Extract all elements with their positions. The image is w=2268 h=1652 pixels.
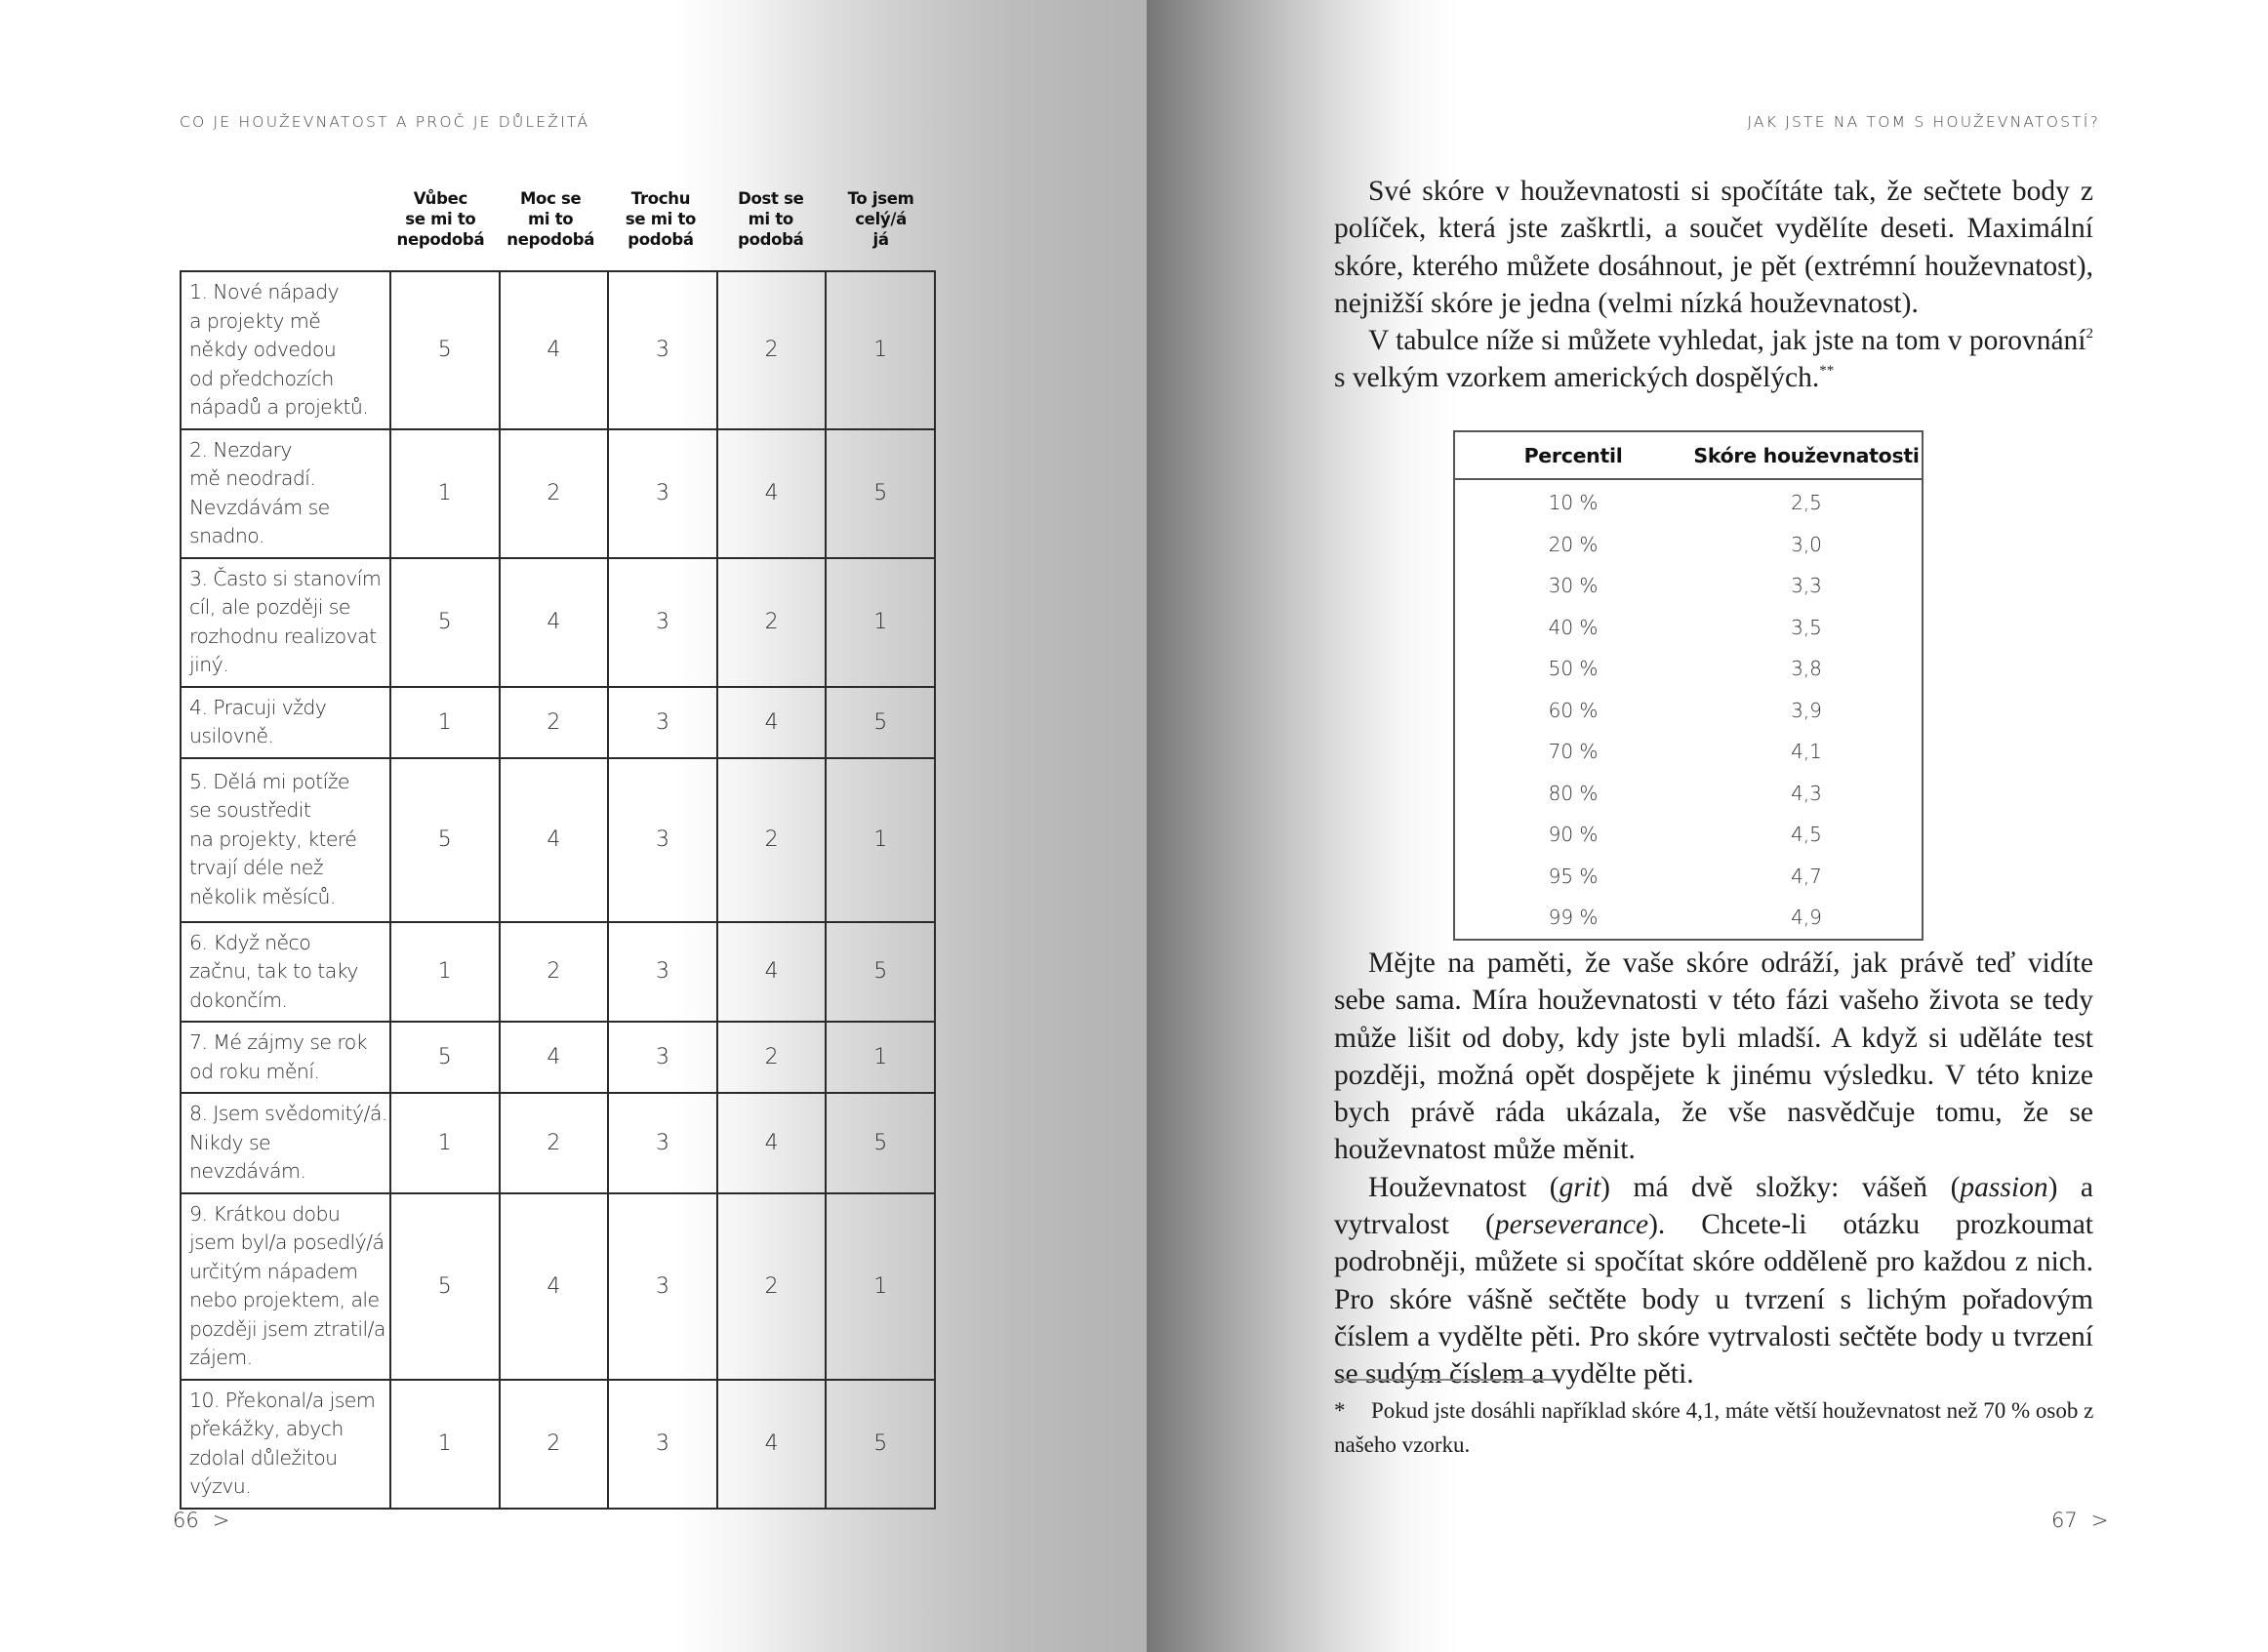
running-head-left: CO JE HOUŽEVNATOST A PROČ JE DŮLEŽITÁ (180, 113, 590, 131)
percentile-cell: 95 % (1548, 864, 1599, 888)
score-cell[interactable]: 3 (608, 1193, 717, 1380)
score-cell[interactable]: 4 (717, 429, 827, 558)
statement-line: od roku mění. (189, 1059, 320, 1083)
score-cell[interactable]: 3 (608, 687, 717, 758)
body-text (1334, 945, 2093, 1393)
statement-line: Nevzdávám se (189, 495, 330, 519)
header-line: já (872, 230, 889, 249)
table-row (1454, 690, 1923, 732)
text-run: Houževnatost ( (1368, 1171, 1559, 1203)
score-cell[interactable]: 1 (826, 558, 935, 687)
statement-line: 6. Když něco (189, 930, 311, 954)
header-line: Dost se (738, 189, 804, 208)
header-line: nepodobá (396, 230, 485, 249)
statement-line: určitým nápadem (189, 1259, 358, 1283)
score-cell[interactable]: 5 (390, 558, 500, 687)
score-cell[interactable]: 4 (500, 558, 609, 687)
page-number: 66 (173, 1509, 199, 1532)
table-row (1454, 524, 1923, 566)
scale-column-header (385, 188, 496, 250)
statement-line: mě neodradí. (189, 466, 316, 490)
table-row (181, 1380, 935, 1509)
header-line: se mi to (405, 210, 476, 228)
statement-line: rozhodnu realizovat (189, 624, 377, 648)
table-row (1454, 773, 1923, 815)
table-row (181, 271, 935, 429)
header-line: se mi to (625, 210, 697, 228)
percentile-cell: 70 % (1548, 740, 1599, 764)
running-head-right: JAK JSTE NA TOM S HOUŽEVNATOSTÍ? (1747, 113, 2100, 131)
score-cell[interactable]: 5 (390, 1022, 500, 1093)
paragraph (1334, 322, 2093, 397)
statement-line: 9. Krátkou dobu (189, 1201, 341, 1226)
score-cell: 4,7 (1791, 864, 1822, 888)
next-arrow-icon: > (2090, 1509, 2109, 1532)
percentile-cell: 99 % (1548, 906, 1599, 930)
statement-line: trvají déle než (189, 856, 323, 880)
statement-line: 3. Často si stanovím (189, 566, 382, 590)
scale-column-header (715, 188, 826, 250)
statement-line: se soustředit (189, 798, 311, 823)
score-cell[interactable]: 4 (500, 758, 609, 922)
score-cell[interactable]: 1 (390, 922, 500, 1023)
statement-line: 7. Mé zájmy se rok (189, 1030, 367, 1054)
grit-questionnaire-table (180, 270, 936, 1510)
scale-column-header (826, 188, 936, 250)
statement-cell (181, 1380, 390, 1509)
table-row (1454, 814, 1923, 856)
statement-line: zájem. (189, 1346, 253, 1369)
score-cell[interactable]: 4 (500, 1193, 609, 1380)
score-cell[interactable]: 2 (500, 429, 609, 558)
statement-line: 5. Dělá mi potíže (189, 769, 349, 793)
italic-term: perseverance (1494, 1209, 1649, 1241)
score-cell[interactable]: 3 (608, 1093, 717, 1193)
paragraph (1334, 1169, 2093, 1393)
statement-cell (181, 271, 390, 429)
table-row (1454, 565, 1923, 607)
statement-cell (181, 1093, 390, 1193)
score-cell[interactable]: 4 (500, 271, 609, 429)
score-cell[interactable]: 2 (717, 558, 827, 687)
score-cell[interactable]: 3 (608, 429, 717, 558)
scale-column-header (496, 188, 606, 250)
score-cell: 3,8 (1791, 657, 1822, 681)
table-row (181, 758, 935, 922)
score-cell[interactable]: 5 (826, 429, 935, 558)
page-number: 67 (2051, 1509, 2078, 1532)
score-cell: 3,5 (1791, 615, 1822, 639)
percentile-cell: 80 % (1548, 781, 1599, 805)
statement-cell (181, 558, 390, 687)
table-row (181, 1022, 935, 1093)
statement-line: jiný. (189, 653, 229, 676)
header-line: mi to (748, 210, 793, 228)
footnote-divider (1334, 1379, 1557, 1381)
score-cell[interactable]: 2 (500, 922, 609, 1023)
score-cell[interactable]: 3 (608, 1380, 717, 1509)
score-cell[interactable]: 4 (500, 1022, 609, 1093)
statement-cell (181, 1193, 390, 1380)
score-cell[interactable]: 4 (717, 1380, 827, 1509)
table-row (181, 687, 935, 758)
footnote-ref: ** (1819, 363, 1835, 380)
statement-line: začnu, tak to taky (189, 959, 358, 983)
score-cell: 3,0 (1791, 532, 1822, 556)
score-cell[interactable]: 3 (608, 1022, 717, 1093)
statement-cell (181, 758, 390, 922)
header-line: podobá (738, 230, 804, 249)
score-cell[interactable]: 2 (717, 1022, 827, 1093)
statement-line: výzvu. (189, 1474, 252, 1498)
statement-cell (181, 687, 390, 758)
statement-line: cíl, ale později se (189, 595, 350, 619)
scale-column-header (606, 188, 716, 250)
score-cell[interactable]: 5 (390, 271, 500, 429)
statement-line: na projekty, které (189, 826, 357, 851)
scale-header (385, 188, 936, 250)
citation-ref: 2 (2086, 326, 2093, 342)
score-cell[interactable]: 3 (608, 922, 717, 1023)
percentile-cell: 40 % (1548, 615, 1599, 639)
score-cell[interactable]: 1 (390, 1093, 500, 1193)
table-row (181, 922, 935, 1023)
statement-line: 1. Nové nápady (189, 280, 340, 303)
table-row (181, 429, 935, 558)
table-header-row (1454, 431, 1923, 479)
percentile-cell: 60 % (1548, 698, 1599, 722)
footnote-marker: * (1334, 1398, 1346, 1423)
table-row (181, 1093, 935, 1193)
statement-line: Nikdy se nevzdávám. (189, 1130, 306, 1183)
paragraph: Své skóre v houževnatosti si spočítáte tak, že sečtete body z políček, která jste zaškrtli, a součet vydělíte deseti. Maximální skóre, kterého můžete dosáhnout, je pět (extrémní houževnatost), nejnižší skóre je jedna (velmi nízká houževnatost). (1334, 176, 2093, 319)
statement-line: jsem byl/a posedlý/á (189, 1230, 385, 1254)
footnote (1334, 1393, 2095, 1462)
table-row (1454, 648, 1923, 690)
statement-line: několik měsíců. (189, 884, 336, 908)
score-cell[interactable]: 5 (826, 922, 935, 1023)
statement-line: usilovně. (189, 724, 274, 747)
header-line: Trochu (630, 189, 691, 208)
percentile-cell: 20 % (1548, 532, 1599, 556)
score-cell[interactable]: 2 (500, 1380, 609, 1509)
percentile-table (1453, 430, 1924, 941)
text-run: ) má dvě složky: vášeň ( (1600, 1171, 1961, 1203)
page-number-left (173, 1509, 229, 1532)
table-row (1454, 897, 1923, 940)
column-header: Skóre houževnatosti (1691, 431, 1923, 479)
paragraph: Mějte na paměti, že vaše skóre odráží, jak právě teď vidíte sebe sama. Míra houževnatosti v této fázi vašeho života se tedy může lišit od doby, kdy jste byli mladší. A když si uděláte test později, možná opět dospějete k jinému výsledku. V této knize bych právě ráda ukázala, že vše nasvědčuje tomu, že se houževnatost může měnit. (1334, 947, 2093, 1166)
intro-text (1334, 173, 2093, 397)
statement-cell (181, 1022, 390, 1093)
table-row (1454, 731, 1923, 773)
statement-line: zdolal důležitou (189, 1445, 338, 1470)
score-cell[interactable]: 2 (717, 1193, 827, 1380)
score-cell: 4,1 (1791, 740, 1822, 764)
footnote-text: Pokud jste dosáhli například skóre 4,1, máte větší houževnatost než 70 % osob z našeho vzorku. (1334, 1398, 2094, 1457)
statement-line: dokončím. (189, 987, 288, 1012)
header-line: podobá (628, 230, 694, 249)
score-cell[interactable]: 5 (826, 1380, 935, 1509)
header-line: Vůbec (413, 189, 467, 208)
text-run: ). Chcete-li otázku prozkoumat podrobněji, můžete si spočítat skóre odděleně pro každou z nich. Pro skóre vášně sečtěte body u tvrzení s lichým pořadovým číslem a vydělte pěti. Pro skóre vytrvalosti sečtěte body u tvrzení se sudým číslem a vydělte pěti. (1334, 1209, 2093, 1390)
statement-line: od předchozích (189, 366, 334, 390)
score-cell[interactable]: 1 (826, 1193, 935, 1380)
header-line: Moc se (519, 189, 582, 208)
statement-cell (181, 429, 390, 558)
percentile-cell: 50 % (1548, 657, 1599, 681)
italic-term: grit (1559, 1171, 1601, 1203)
score-cell: 2,5 (1791, 491, 1822, 515)
statement-line: 2. Nezdary (189, 437, 292, 462)
statement-line: a projekty mě (189, 308, 321, 333)
score-cell[interactable]: 5 (826, 687, 935, 758)
header-line: nepodobá (506, 230, 595, 249)
score-cell[interactable]: 1 (826, 271, 935, 429)
score-cell[interactable]: 3 (608, 558, 717, 687)
header-line: mi to (528, 210, 574, 228)
text-run: ) a vytrvalost ( (1334, 1171, 2094, 1241)
score-cell[interactable]: 4 (717, 1093, 827, 1193)
score-cell: 4,5 (1791, 823, 1822, 847)
score-cell: 3,3 (1791, 574, 1822, 598)
score-cell[interactable]: 1 (826, 758, 935, 922)
table-row (1454, 479, 1923, 524)
score-cell[interactable]: 2 (717, 758, 827, 922)
statement-line: 8. Jsem svědomitý/á. (189, 1102, 387, 1125)
italic-term: passion (1960, 1171, 2048, 1203)
statement-cell (181, 922, 390, 1023)
score-cell: 3,9 (1791, 698, 1822, 722)
statement-line: nebo projektem, ale (189, 1288, 380, 1311)
score-cell[interactable]: 2 (500, 687, 609, 758)
percentile-cell: 90 % (1548, 823, 1599, 847)
statement-line: později jsem ztratil/a (189, 1316, 385, 1341)
score-cell[interactable]: 5 (390, 758, 500, 922)
statement-line: překážky, abych (189, 1417, 344, 1440)
score-cell[interactable]: 2 (500, 1093, 609, 1193)
statement-line: nápadů a projektů. (189, 395, 369, 419)
score-cell[interactable]: 1 (390, 687, 500, 758)
text-run: s velkým vzorkem amerických dospělých. (1334, 362, 1820, 394)
statement-line: 4. Pracuji vždy (189, 695, 327, 719)
table-row (181, 558, 935, 687)
text-run: V tabulce níže si můžete vyhledat, jak jste na tom v porovnání (1368, 325, 2086, 357)
percentile-cell: 30 % (1548, 574, 1599, 598)
next-arrow-icon: > (212, 1509, 230, 1532)
score-cell[interactable]: 1 (390, 429, 500, 558)
header-line: celý/á (855, 210, 907, 228)
statement-line: snadno. (189, 524, 264, 547)
page-number-right (2051, 1509, 2108, 1532)
score-cell: 4,9 (1791, 906, 1822, 930)
table-row (181, 1193, 935, 1380)
column-header: Percentil (1454, 431, 1691, 479)
score-cell: 4,3 (1791, 781, 1822, 805)
statement-line: někdy odvedou (189, 338, 337, 361)
score-cell[interactable]: 4 (717, 922, 827, 1023)
score-cell[interactable]: 4 (717, 687, 827, 758)
header-line: To jsem (847, 189, 914, 208)
score-cell[interactable]: 5 (390, 1193, 500, 1380)
score-cell[interactable]: 5 (826, 1093, 935, 1193)
score-cell[interactable]: 2 (717, 271, 827, 429)
score-cell[interactable]: 1 (826, 1022, 935, 1093)
score-cell[interactable]: 3 (608, 271, 717, 429)
score-cell[interactable]: 3 (608, 758, 717, 922)
percentile-cell: 10 % (1548, 491, 1599, 515)
statement-line: 10. Překonal/a jsem (189, 1388, 376, 1412)
table-row (1454, 856, 1923, 898)
table-row (1454, 607, 1923, 649)
score-cell[interactable]: 1 (390, 1380, 500, 1509)
